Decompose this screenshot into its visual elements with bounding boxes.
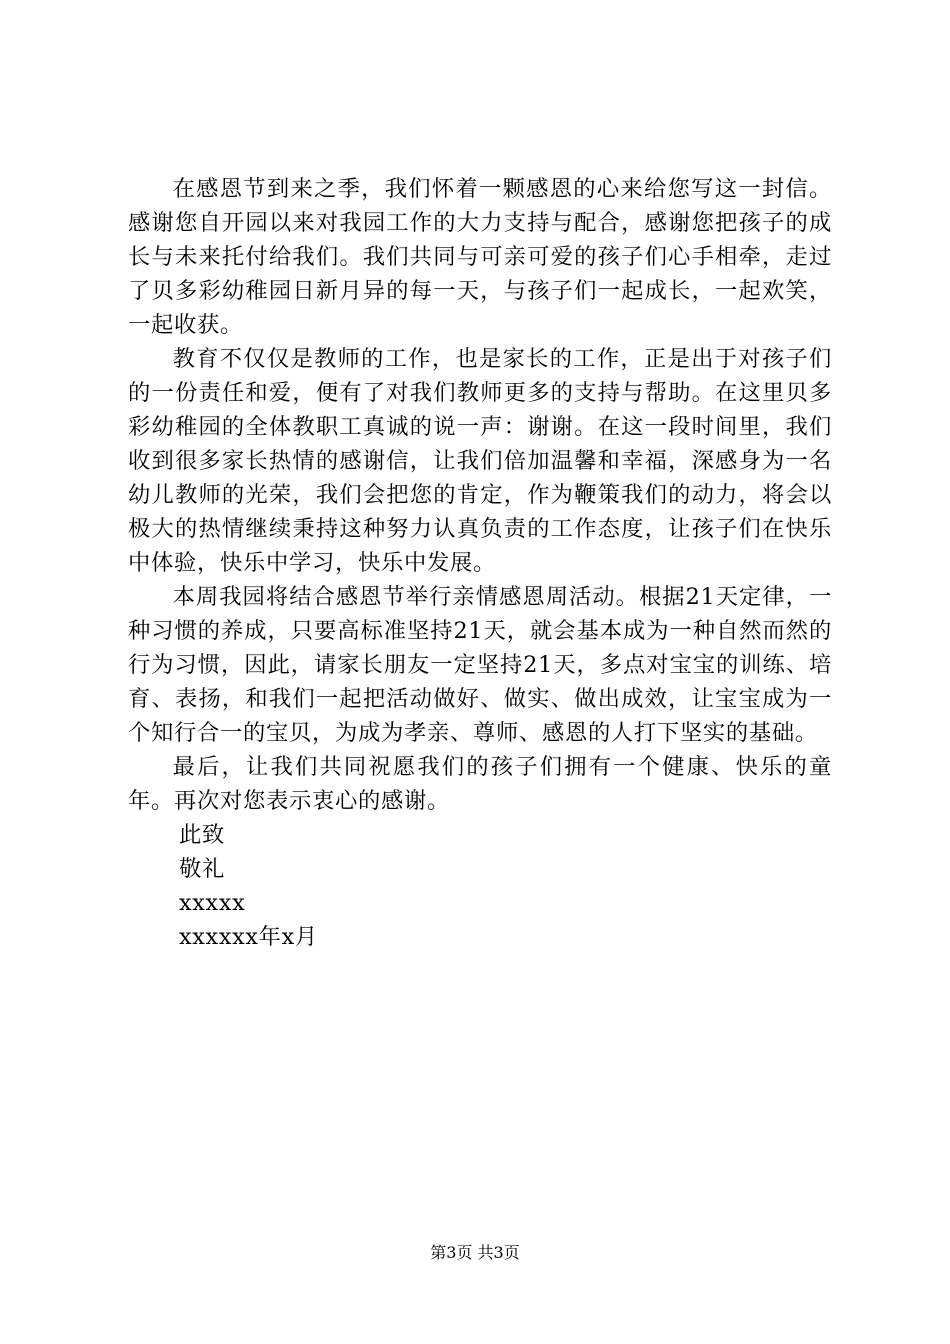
paragraph-education: 教育不仅仅是教师的工作，也是家长的工作，正是出于对孩子们的一份责任和爱，便有了对我们教师更多的支持与帮助。在这里贝多彩幼稚园的全体教职工真诚的说一声：谢谢。在这一段时间里，我们收到很多家长热情的感谢信，让我们倍加温馨和幸福，深感身为一名幼儿教师的光荣，我们会把您的肯定，作为鞭策我们的动力，将会以极大的热情继续秉持这种努力认真负责的工作态度，让孩子们在快乐中体验，快乐中学习，快乐中发展。: [128, 346, 832, 576]
paragraph-thanks: 在感恩节到来之季，我们怀着一颗感恩的心来给您写这一封信。感谢您自开园以来对我园工作的大力支持与配合，感谢您把孩子的成长与未来托付给我们。我们共同与可亲可爱的孩子们心手相牵，走过了贝多彩幼稚园日新月异的每一天，与孩子们一起成长，一起欢笑，一起收获。: [128, 176, 832, 338]
page-number-label: 第3页 共3页: [430, 1243, 520, 1262]
closing-regards: 敬礼: [179, 856, 225, 882]
paragraph-activity: 本周我园将结合感恩节举行亲情感恩周活动。根据21天定律，一种习惯的养成，只要高标准坚持21天，就会基本成为一种自然而然的行为习惯，因此，请家长朋友一定坚持21天，多点对宝宝的训练、培育、表扬，和我们一起把活动做好、做实、做出成效，让宝宝成为一个知行合一的宝贝，为成为孝亲、尊师、感恩的人打下坚实的基础。: [128, 584, 832, 746]
signature: xxxxx: [179, 890, 246, 916]
paragraph-wishes: 最后，让我们共同祝愿我们的孩子们拥有一个健康、快乐的童年。再次对您表示衷心的感谢。: [128, 754, 832, 814]
closing-salutation: 此致: [179, 822, 225, 848]
letter-body: [128, 172, 832, 954]
page-footer: [0, 1243, 950, 1263]
letter-date: xxxxxx年x月: [179, 924, 318, 950]
